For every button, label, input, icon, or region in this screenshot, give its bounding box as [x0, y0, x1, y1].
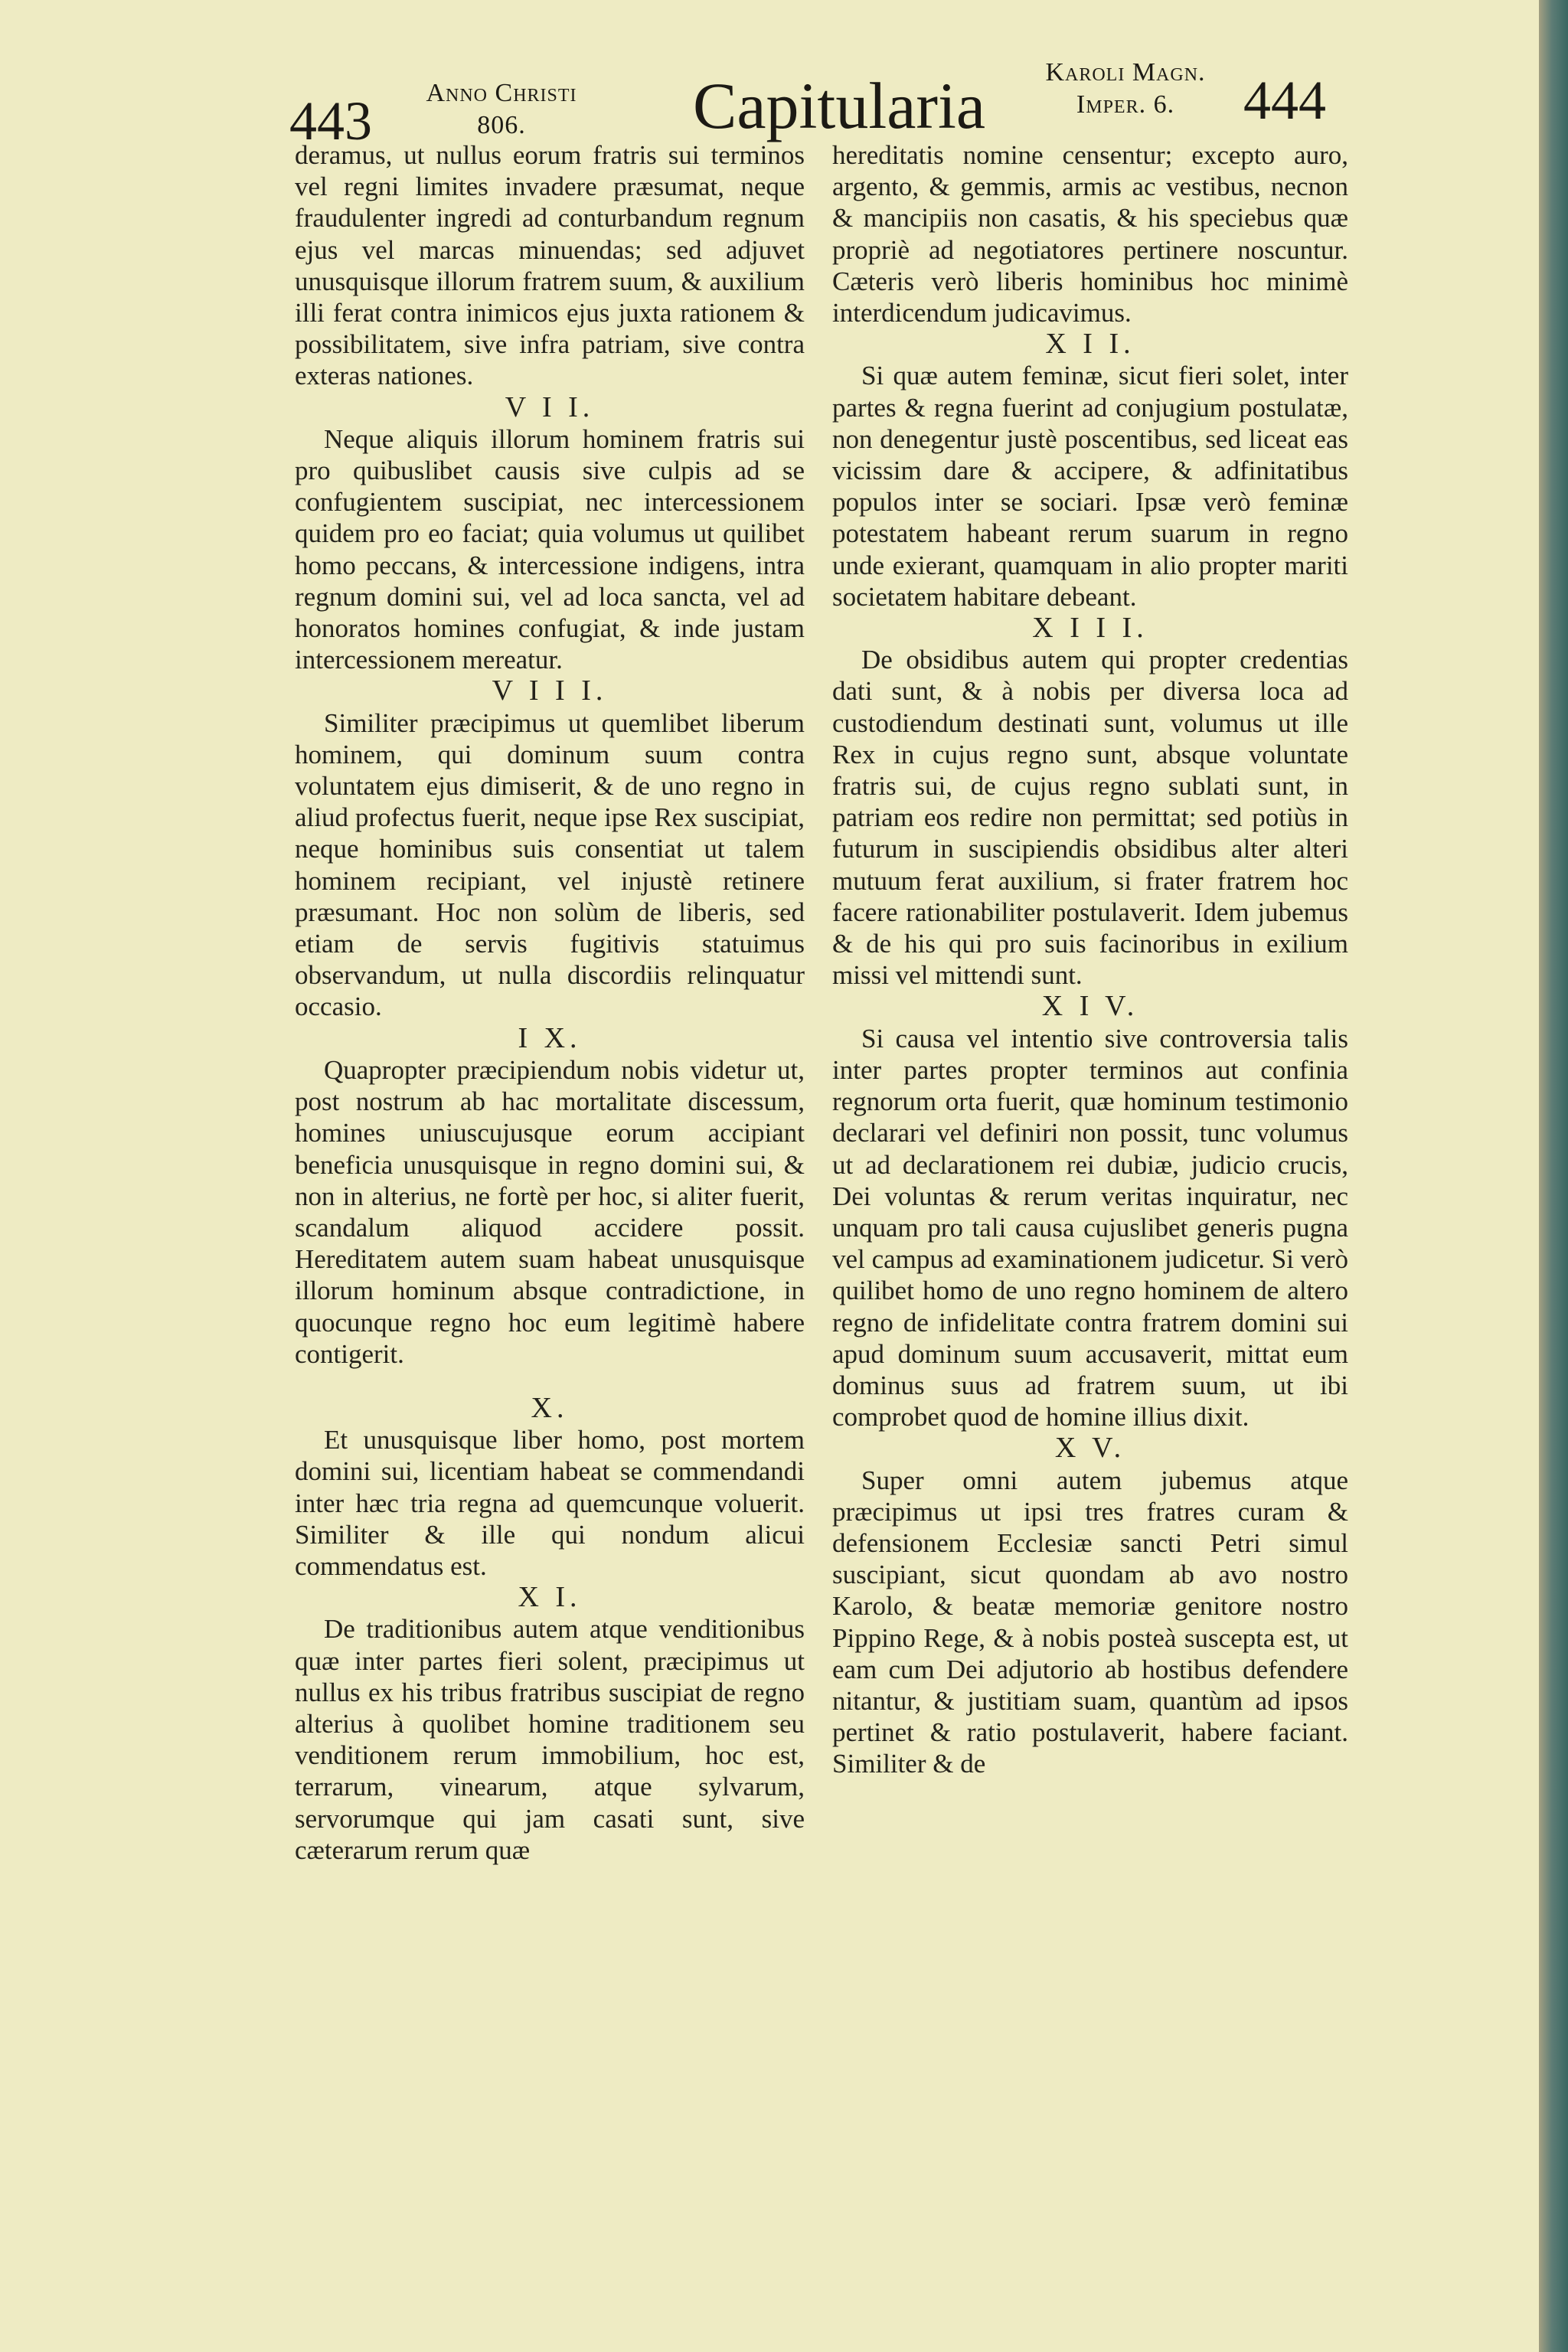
section-heading-vii: V I I. [505, 390, 595, 423]
paragraph-x: Et unusquisque liber homo, post mortem domini sui, licentiam habeat se commendandi inter hæc tria regna ad quemcunque voluerit. Similiter & ille qui nondum alicui commendatus est. [295, 1425, 805, 1581]
section-heading-xiv: X I V. [1041, 990, 1139, 1023]
right-running-head [1011, 60, 1240, 118]
left-column [295, 139, 805, 1866]
paragraph-xii: Si quæ autem feminæ, sicut fieri solet, inter partes & regna fuerint ad conjugium postulatæ, non denegentur justè poscentibus, sed liceat eas vicissim dare & accipere, & adfinitatibus populos inter se sociari. Ipsæ verò feminæ potestatem habeant rerum suarum in regno unde exierant, quamquam in alio propter mariti societatem habitare debeant. [832, 361, 1348, 612]
paragraph-continuation: deramus, ut nullus eorum fratris sui terminos vel regni limites invadere præsumat, neque fraudulenter ingredi ad conturbandum regnum ejus vel marcas minuendas; sed adjuvet unusquisque illorum fratrem suum, & auxilium illi ferat contra inimicos ejus juxta rationem & possibilitatem, sive infra patriam, sive contra exteras nationes. [295, 140, 805, 391]
spacer [295, 1370, 805, 1393]
paragraph-viii: Similiter præcipimus ut quemlibet liberum hominem, qui dominum suum contra voluntatem ejus dimiserit, & de uno regno in aliud profectus fuerit, neque ipse Rex suscipiat, neque hominibus suis consentiat ut talem hominem recipiant, vel injustè retinere præsumant. Hoc non solùm de liberis, sed etiam de servis fugitivis statuimus observandum, ut nulla discordiis relinquatur occasio. [295, 707, 805, 1022]
section-heading-xv: X V. [1054, 1432, 1126, 1465]
paragraph-vii: Neque aliquis illorum hominem fratris sui pro quibuslibet causis sive culpis ad se confugientem suscipiat, nec intercessionem quidem pro eo faciat; quia volumus ut quilibet homo peccans, & intercessione indigens, intra regnum domini sui, vel ad loca sancta, vel ad honoratos homines confugiat, & inde justam intercessionem mereatur. [295, 423, 805, 675]
right-column [832, 139, 1348, 1780]
paragraph-continuation: hereditatis nomine censentur; excepto auro, argento, & gemmis, armis ac vestibus, necnon & mancipiis non casatis, & his speciebus quæ propriè ad negotiatores pertinere noscuntur. Cæteris verò liberis hominibus hoc minimè interdicendum judicavimus. [832, 140, 1348, 328]
right-page-number: 444 [1243, 70, 1326, 131]
running-head-line-1: Karoli Magn. [1045, 58, 1206, 87]
paragraph-xiv: Si causa vel intentio sive controversia talis inter partes propter terminos aut confinia regnorum orta fuerit, quæ hominum testimonio declarari vel definiri non possit, tunc volumus ut ad declarationem rei dubiæ, judicio crucis, Dei voluntas & rerum veritas inquiratur, nec unquam pro tali causa cujuslibet generis pugna vel campus ad examinationem judicetur. Si verò quilibet homo de uno regno hominem de altero regno de infidelitate contra fratrem domini sui apud dominum suum accusaverit, mittat eum dominus suus ad fratrem suum, ut ibi comprobet quod de homine illius dixit. [832, 1023, 1348, 1432]
running-head-line-2: 806. [477, 111, 526, 139]
paragraph-ix: Quapropter præcipiendum nobis videtur ut, post nostrum ab hac mortalitate discessum, homines uniuscujusque eorum accipiant beneficia unusquisque in regno domini sui, & non in alterius, ne fortè per hoc, si aliter fuerit, scandalum aliquod accidere possit. Hereditatem autem suam habeat unusquisque illorum hominum absque contradictione, in quocunque regno hoc eum legitimè habere contigerit. [295, 1054, 805, 1369]
section-heading-viii: V I I I. [492, 675, 608, 707]
running-head-line-2: Imper. 6. [1076, 90, 1175, 119]
left-running-head [402, 80, 601, 139]
paragraph-xv: Super omni autem jubemus atque præcipimus ut ipsi tres fratres curam & defensionem Ecclesiæ sancti Petri simul suscipiant, sicut quondam ab avo nostro Karolo, & beatæ memoriæ genitore nostro Pippino Rege, & à nobis posteà suscepta est, ut eam cum Dei adjutorio ab hostibus defendere nitantur, & justitiam suam, quantùm ad ipsos pertinet & ratio postulaverit, habere faciant. Similiter & de [832, 1465, 1348, 1779]
left-page-number: 443 [289, 90, 372, 152]
running-head-line-1: Anno Christi [426, 79, 577, 107]
section-heading-xi: X I. [518, 1581, 582, 1614]
section-heading-ix: I X. [518, 1021, 582, 1054]
section-heading-xii: X I I. [1045, 328, 1135, 361]
paragraph-xiii: De obsidibus autem qui propter credentias dati sunt, & à nobis per diversa loca ad custodiendum destinati sunt, volumus ut ille Rex in cujus regno sunt, absque voluntate fratris sui, de cujus regno sublati sunt, in patriam eos redire non permittat; sed potiùs in futurum in suscipiendis obsidibus alter alteri mutuum ferat auxilium, si frater fratrem hoc facere rationabiliter postulaverit. Idem jubemus & de his qui pro suis facinoribus in exilium missi vel mittendi sunt. [832, 645, 1348, 991]
page-edge-background [1539, 0, 1568, 2352]
section-heading-xiii: X I I I. [1032, 612, 1148, 645]
paragraph-xi: De traditionibus autem atque venditionibus quæ inter partes fieri solent, præcipimus ut nullus ex his tribus fratribus suscipiat de regno alterius à quolibet homine traditionem seu venditionem rerum immobilium, hoc est, terrarum, vinearum, atque sylvarum, servorumque qui jam casati sunt, sive cæterarum rerum quæ [295, 1614, 805, 1865]
section-heading-x: X. [531, 1391, 569, 1424]
page-title: Capitularia [693, 69, 986, 142]
